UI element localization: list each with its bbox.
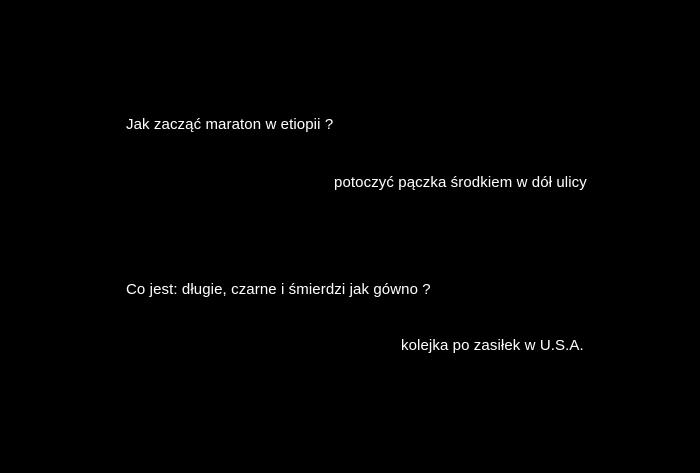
joke-1-answer: potoczyć pączka środkiem w dół ulicy: [334, 174, 587, 191]
joke-2-answer: kolejka po zasiłek w U.S.A.: [401, 337, 584, 354]
joke-2-question: Co jest: długie, czarne i śmierdzi jak gówno ?: [126, 281, 431, 298]
joke-1-question: Jak zacząć maraton w etiopii ?: [126, 116, 334, 133]
